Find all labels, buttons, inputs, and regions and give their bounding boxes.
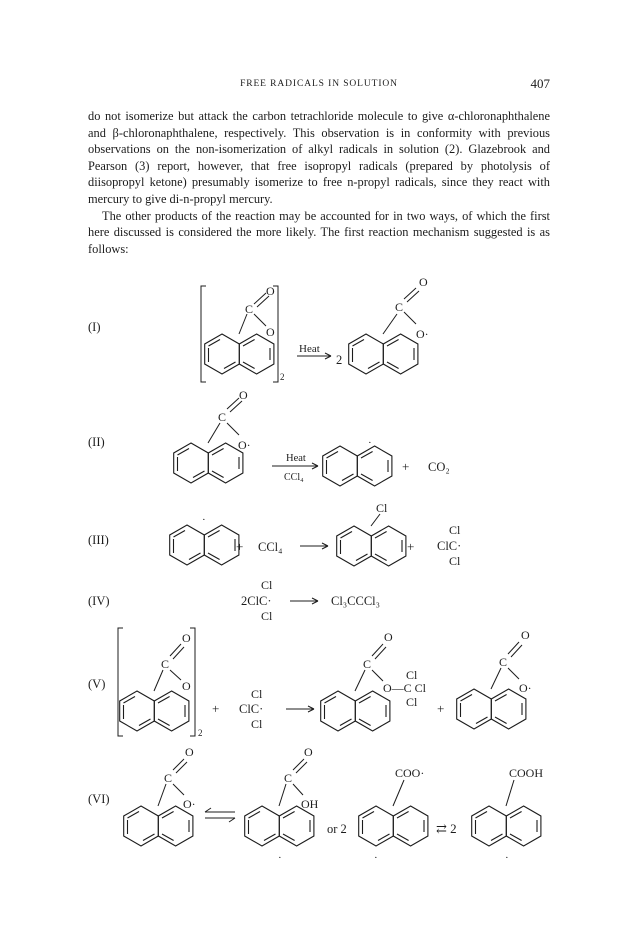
naphthalene-ring — [337, 526, 406, 566]
naphthalene-ring — [359, 806, 428, 846]
reaction-label-5: (V) — [88, 677, 106, 691]
carbon-tetrachloride: CCl₄ — [258, 540, 283, 554]
bracket-left — [201, 286, 206, 382]
reaction-5 — [118, 628, 532, 738]
carbonyl-carbon: C — [395, 300, 404, 314]
running-title: FREE RADICALS IN SOLUTION — [240, 79, 398, 89]
oxy-radical: O· — [238, 438, 251, 452]
carbonyl-oxygen: O — [239, 388, 248, 402]
oxy-radical: O· — [519, 681, 532, 695]
chlorine-bottom: Cl — [449, 554, 461, 568]
or-coefficient: or 2 — [327, 822, 347, 836]
naphthalene-ring — [457, 689, 526, 729]
naphthalene-ring — [174, 443, 243, 483]
carbonyl-oxygen: O — [304, 745, 313, 759]
carbonyl-carbon: C — [499, 655, 508, 669]
naphthalene-ring — [323, 446, 392, 486]
naphthalene-ring — [472, 806, 541, 846]
chloro-substituent: Cl — [376, 501, 388, 515]
peroxide-oxygen: O — [266, 325, 275, 339]
carbonyl-oxygen: O — [185, 745, 194, 759]
chlorine-top: Cl — [406, 668, 418, 682]
reaction-label-6: (VI) — [88, 792, 110, 806]
reaction-label-2: (II) — [88, 435, 105, 449]
naphthalene-ring — [245, 806, 314, 846]
carbonyl-carbon: C — [245, 302, 254, 316]
coefficient-2: 2 — [336, 353, 343, 367]
naphthalene-ring — [170, 525, 239, 565]
radical-dot: · — [505, 852, 509, 864]
plus-sign: + — [212, 701, 220, 716]
reaction-4 — [241, 578, 380, 623]
carbonyl-carbon: C — [161, 657, 170, 671]
carbonyl-oxygen: O — [182, 631, 191, 645]
chlorine-bottom: Cl — [261, 609, 273, 623]
trichloromethyl-radical-pair: 2ClC· — [241, 594, 272, 608]
reaction-3 — [170, 501, 462, 568]
carbonyl-carbon: C — [284, 771, 293, 785]
chlorine-top: Cl — [449, 523, 461, 537]
hexachloroethane: Cl₃CCCl₃ — [331, 594, 381, 608]
chlorine-top: Cl — [261, 578, 273, 592]
carbonyl-oxygen: O — [521, 628, 530, 642]
equilibrium-arrow — [229, 818, 235, 822]
plus-sign: + — [402, 459, 410, 474]
chlorine-bottom: Cl — [251, 717, 263, 731]
paragraph-2: The other products of the reaction may be accounted for in two ways, of which the first here discussed is considered the more likely. The first reaction mechanism suggested is as follows: — [88, 208, 550, 256]
oxy-radical: O· — [416, 327, 429, 341]
naphthalene-ring — [124, 806, 193, 846]
reaction-label-3: (III) — [88, 533, 109, 547]
plus-sign: + — [437, 701, 445, 716]
reaction-1 — [201, 275, 429, 382]
hydroxyl: OH — [301, 797, 319, 811]
carbonyl-carbon: C — [218, 410, 227, 424]
carboxyl-radical: COO· — [395, 766, 425, 780]
bracket-right — [190, 628, 195, 736]
paragraph-1: do not isomerize but attack the carbon tetrachloride molecule to give α-chloronaphthalene and β-chloronaphthalene, respectively. This observation is in conformity with previous observations on the non-isomerization of alkyl radicals in solution (2). Glazebrook and Pearson (3) report, however, that free isopropyl radicals (prepared by photolysis of diisopropyl ketone) presumably isomerize to free n-propyl radicals, since they react with mercury to give di-n-propyl mercury. — [88, 109, 550, 206]
ester-oxygen-carbon: O—C Cl — [383, 681, 427, 695]
radical-dot: · — [368, 437, 372, 449]
carbonyl-carbon: C — [164, 771, 173, 785]
carbonyl-oxygen: O — [419, 275, 428, 289]
bracket-left — [118, 628, 123, 736]
chlorine-bottom: Cl — [406, 695, 418, 709]
heat-label: Heat — [299, 343, 320, 355]
reaction-label-4: (IV) — [88, 594, 110, 608]
heat-label: Heat — [286, 453, 306, 464]
carbonyl-carbon: C — [363, 657, 372, 671]
reaction-label-1: (I) — [88, 320, 101, 334]
oxy-radical: O· — [183, 797, 196, 811]
radical-dot: · — [374, 852, 378, 864]
carbonyl-oxygen: O — [384, 630, 393, 644]
trichloromethyl-radical: ClC· — [437, 539, 462, 553]
reaction-6 — [124, 745, 544, 864]
radical-dot: · — [202, 514, 206, 526]
trichloromethyl-radical: ClC· — [239, 702, 264, 716]
carbonyl-oxygen: O — [266, 284, 275, 298]
page-number: 407 — [530, 76, 550, 91]
naphthalene-ring — [120, 691, 189, 731]
naphthalene-ring — [205, 334, 274, 374]
radical-dot: · — [278, 852, 282, 864]
plus-sign: + — [407, 539, 415, 554]
equilibrium-coefficient: ⇄ 2 — [436, 821, 457, 836]
peroxide-oxygen: O — [182, 679, 191, 693]
naphthalene-ring — [349, 334, 418, 374]
chlorine-top: Cl — [251, 687, 263, 701]
reaction-2 — [174, 388, 450, 486]
dimer-subscript: 2 — [198, 728, 203, 738]
plus-sign: + — [236, 539, 244, 554]
naphthalene-ring — [321, 691, 390, 731]
solvent-label: CCl₄ — [284, 472, 304, 483]
carboxylic-acid: COOH — [509, 766, 544, 780]
carbon-dioxide: CO₂ — [428, 460, 450, 474]
dimer-subscript: 2 — [280, 372, 285, 382]
